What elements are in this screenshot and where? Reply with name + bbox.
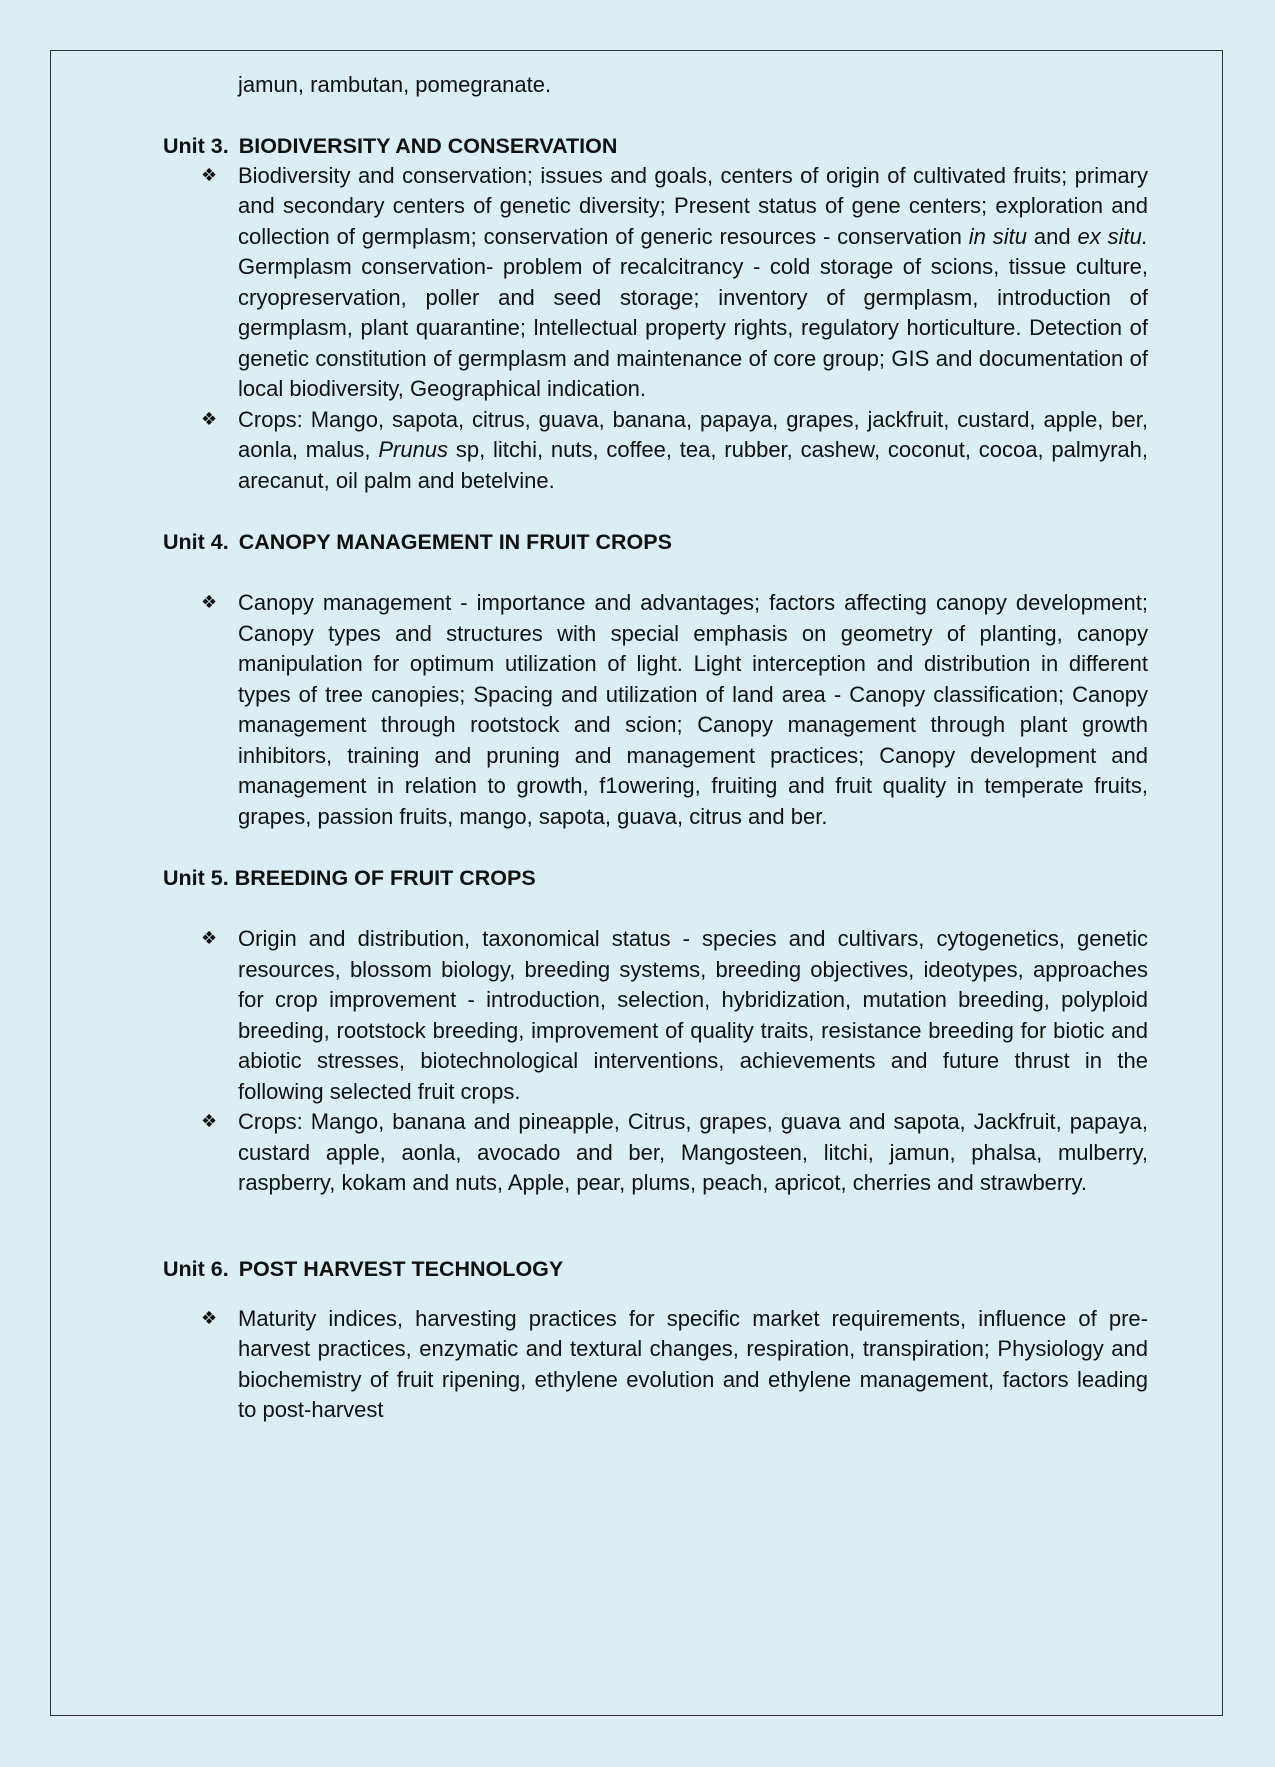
- text-segment: Crops: Mango, sapota, citrus, guava, banana, papaya, grapes, jackfruit, custard, apple, ber, aonla, malus,: [238, 406, 1148, 462]
- list-item: [163, 924, 1148, 1107]
- unit-3-section: [163, 131, 1148, 497]
- spacer: [163, 893, 1148, 924]
- list-item: [163, 1304, 1148, 1426]
- unit-5-section: [163, 863, 1148, 1199]
- spacer: [163, 1199, 1148, 1254]
- spacer: [163, 496, 1148, 527]
- unit-4-section: [163, 527, 1148, 832]
- text-segment: and: [1027, 223, 1078, 249]
- list-item: [163, 161, 1148, 405]
- unit-title: BREEDING OF FRUIT CROPS: [234, 866, 536, 890]
- list-item: [163, 588, 1148, 832]
- list-item: [163, 1107, 1148, 1199]
- unit-title: POST HARVEST TECHNOLOGY: [238, 1256, 564, 1281]
- text-segment: Biodiversity and conservation; issues and goals, centers of origin of cultivated fruits; primary and secondary centers of genetic diversity; Present status of gene centers; exploration and collection of germplasm; conservation of generic resources - conservation: [238, 162, 1148, 249]
- unit-3-heading: [163, 131, 1148, 161]
- bullet-text: [238, 1306, 1148, 1423]
- diamond-bullet-icon: ❖: [201, 1111, 218, 1132]
- unit-number: Unit 3.: [163, 133, 229, 158]
- unit-number: Unit 6.: [163, 1256, 229, 1281]
- bullet-text: [238, 590, 1148, 829]
- diamond-bullet-icon: ❖: [201, 928, 218, 949]
- bullet-text: [238, 407, 1148, 493]
- spacer: [163, 1284, 1148, 1304]
- diamond-bullet-icon: ❖: [201, 592, 218, 613]
- diamond-bullet-icon: ❖: [201, 1307, 218, 1329]
- text-segment: Germplasm conservation- problem of recalcitrancy - cold storage of scions, tissue culture, cryopreservation, poller and seed storage; inventory of germplasm, introduction of germplasm, plant quarantine; lntellectual property rights, regulatory horticulture. Detection of genetic constitution of germplasm and maintenance of core group; GIS and documentation of local biodiversity, Geographical indication.: [238, 254, 1148, 401]
- text-segment: Origin and distribution, taxonomical status - species and cultivars, cytogenetics, genetic resources, blossom biology, breeding systems, breeding objectives, ideotypes, approaches for crop improvement - introduction, selection, hybridization, mutation breeding, polyploid breeding, rootstock breeding, improvement of quality traits, resistance breeding for biotic and abiotic stresses, biotechnological interventions, achievements and future thrust in the following selected fruit crops.: [238, 926, 1148, 1104]
- unit-6-heading: [163, 1254, 1148, 1284]
- bullet-text: [238, 1109, 1148, 1195]
- document-body: [163, 70, 1148, 1426]
- list-item: [163, 405, 1148, 497]
- continuation-text: jamun, rambutan, pomegranate.: [238, 72, 552, 97]
- text-segment: sp, litchi, nuts, coffee, tea, rubber, cashew, coconut, cocoa, palmyrah, arecanut, oil palm and betelvine.: [238, 437, 1148, 493]
- italic-term: ex situ.: [1077, 223, 1148, 249]
- unit-5-heading: [163, 863, 1148, 893]
- text-segment: Maturity indices, harvesting practices for specific market requirements, influence of pre-harvest practices, enzymatic and textural changes, respiration, transpiration; Physiology and biochemistry of fruit ripening, ethylene evolution and ethylene management, factors leading to post-harvest: [238, 1305, 1148, 1422]
- unit-6-section: [163, 1254, 1148, 1426]
- spacer: [163, 832, 1148, 863]
- diamond-bullet-icon: ❖: [201, 164, 218, 186]
- unit-title: BIODIVERSITY AND CONSERVATION: [238, 133, 618, 158]
- unit-4-topics: [163, 588, 1148, 832]
- unit-number: Unit 4.: [163, 530, 229, 554]
- unit-number: Unit 5.: [163, 866, 229, 890]
- italic-term: in situ: [968, 223, 1028, 249]
- unit-3-topics: [163, 161, 1148, 497]
- spacer: [163, 557, 1148, 588]
- bullet-text: [238, 926, 1148, 1104]
- text-segment: Crops: Mango, banana and pineapple, Citrus, grapes, guava and sapota, Jackfruit, papaya, custard apple, aonla, avocado and ber, Mangosteen, litchi, jamun, phalsa, mulberry, raspberry, kokam and nuts, Apple, pear, plums, peach, apricot, cherries and strawberry.: [238, 1109, 1148, 1195]
- bullet-text: [238, 163, 1148, 402]
- unit-title: CANOPY MANAGEMENT IN FRUIT CROPS: [238, 530, 672, 554]
- unit-6-topics: [163, 1304, 1148, 1426]
- unit-5-topics: [163, 924, 1148, 1199]
- italic-term: Prunus: [378, 437, 449, 462]
- text-segment: Canopy management - importance and advantages; factors affecting canopy development; Canopy types and structures with special emphasis on geometry of planting, canopy manipulation for optimum utilization of light. Light interception and distribution in different types of tree canopies; Spacing and utilization of land area - Canopy classification; Canopy management through rootstock and scion; Canopy management through plant growth inhibitors, training and pruning and management practices; Canopy development and management in relation to growth, f1owering, fruiting and fruit quality in temperate fruits, grapes, passion fruits, mango, sapota, guava, citrus and ber.: [238, 590, 1148, 829]
- diamond-bullet-icon: ❖: [201, 408, 218, 430]
- unit-4-heading: [163, 527, 1148, 557]
